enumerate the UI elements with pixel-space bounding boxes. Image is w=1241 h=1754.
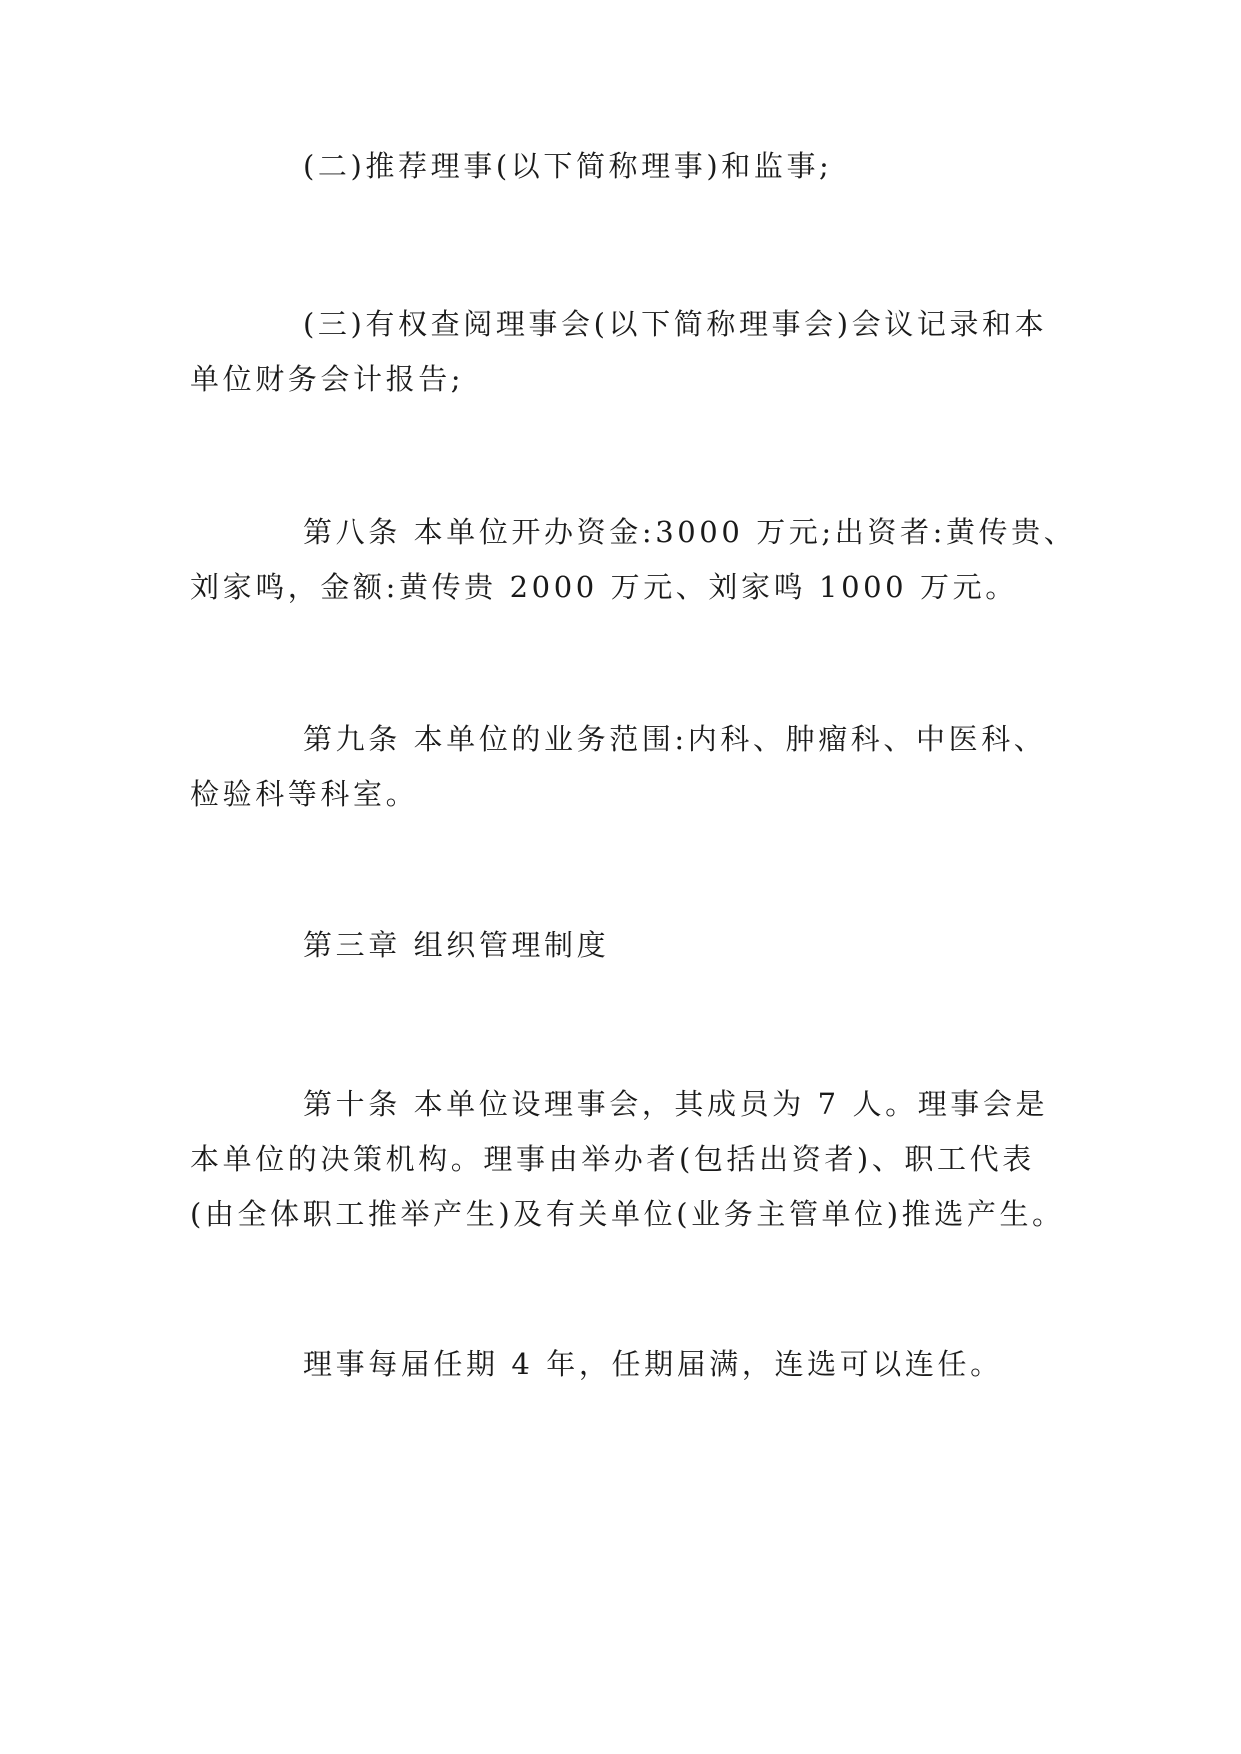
paragraph-article-8 [190,505,1077,615]
paragraph-item-2 [190,139,1060,194]
text-line: 第九条 本单位的业务范围:内科、肿瘤科、中医科、 [303,722,1047,756]
text-line: 刘家鸣，金额:黄传贵 2000 万元、刘家鸣 1000 万元。 [190,570,1018,604]
paragraph-term [190,1337,1060,1392]
text-line: 检验科等科室。 [190,777,419,811]
chapter-heading [190,918,1060,973]
paragraph-article-10 [190,1077,1065,1242]
text-line: 第八条 本单位开办资金:3000 万元;出资者:黄传贵、 [303,515,1077,549]
text-line: 理事每届任期 4 年，任期届满，连选可以连任。 [303,1347,1003,1381]
text-line: 第十条 本单位设理事会，其成员为 7 人。理事会是 [303,1087,1049,1121]
text-line: 第三章 组织管理制度 [303,928,610,962]
text-line: (三)有权查阅理事会(以下简称理事会)会议记录和本 [303,307,1048,341]
paragraph-article-9 [190,712,1060,822]
text-line: 本单位的决策机构。理事由举办者(包括出资者)、职工代表 [190,1142,1035,1176]
paragraph-item-3 [190,297,1060,407]
text-line: 单位财务会计报告; [190,362,465,396]
text-line: (二)推荐理事(以下简称理事)和监事; [303,149,833,183]
text-line: (由全体职工推举产生)及有关单位(业务主管单位)推选产生。 [190,1197,1065,1231]
